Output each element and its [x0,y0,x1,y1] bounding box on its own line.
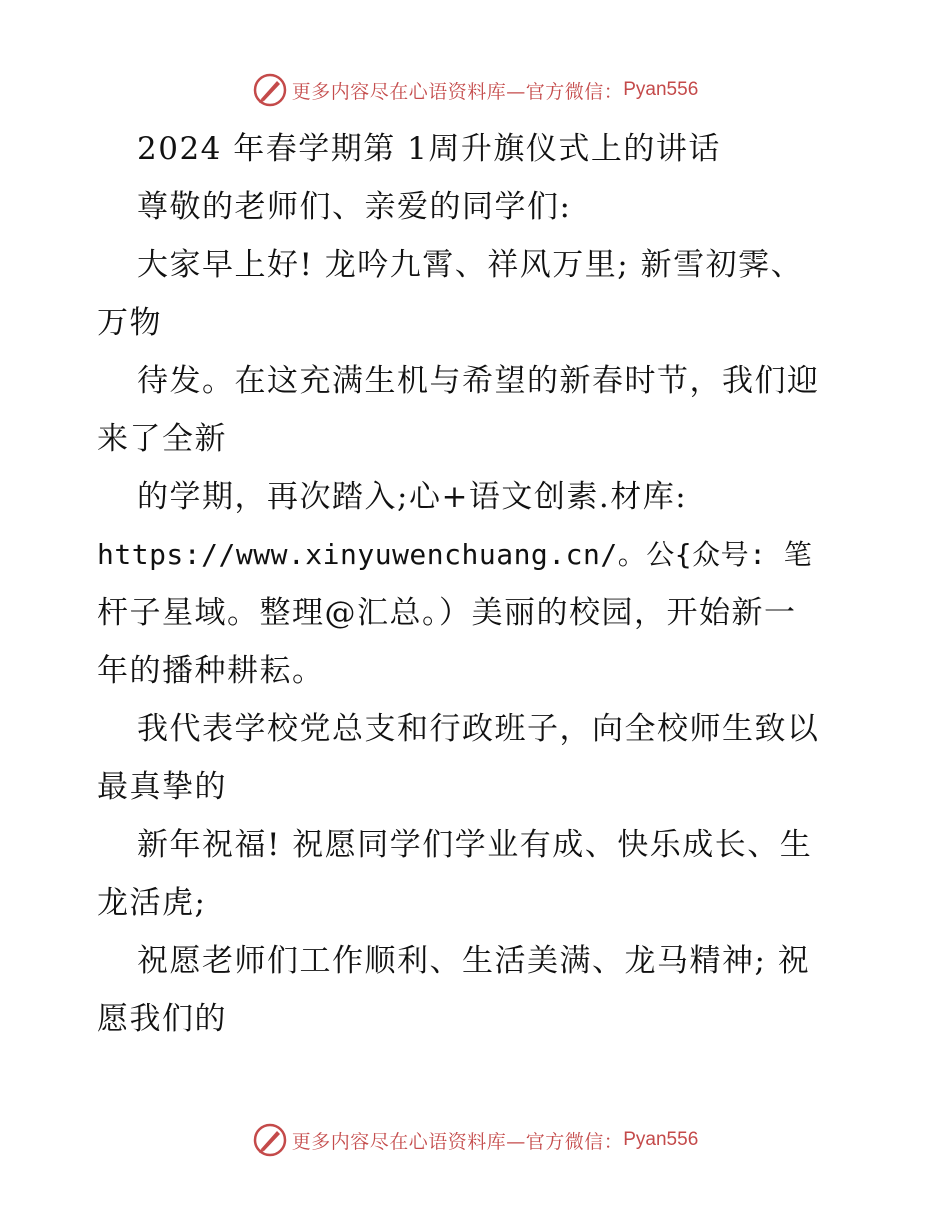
banner-wechat-id: Pyan556 [623,1129,699,1150]
pen-logo-icon [252,72,288,108]
paragraph-line: 年的播种耕耘。 [97,653,325,689]
footer-banner [0,1120,950,1160]
banner-wechat-id: Pyan556 [623,79,699,100]
paragraph-line: 愿我们的 [97,1001,227,1037]
banner-text: 更多内容尽在心语资料库—官方微信： [291,80,624,103]
paragraph-line: 的学期，再次踏入;心+语文创素.材库: [137,479,688,515]
paragraph-line: 最真挚的 [97,769,227,805]
paragraph-line: 杆子星域。整理@汇总。）美丽的校园，开始新一 [97,595,797,631]
paragraph-line: 我代表学校党总支和行政班子，向全校师生致以 [137,711,820,747]
document-body [97,120,857,1048]
header-banner [0,70,950,110]
paragraph-line: 祝愿老师们工作顺利、生活美满、龙马精神; 祝 [137,943,811,979]
paragraph-line: 大家早上好! 龙吟九霄、祥风万里; 新雪初霁、 [137,247,804,283]
pen-logo-icon [252,1122,288,1158]
paragraph-line: 待发。在这充满生机与希望的新春时节，我们迎 [137,363,820,399]
paragraph-line: 万物 [97,305,162,341]
banner-text: 更多内容尽在心语资料库—官方微信： [291,1130,624,1153]
url-line: https://www.xinyuwenchuang.cn/。公{众号: 笔 [97,538,813,571]
paragraph-line: 新年祝福! 祝愿同学们学业有成、快乐成长、生 [137,827,813,863]
paragraph-line: 来了全新 [97,421,227,457]
paragraph-line: 龙活虎; [97,885,207,921]
salutation: 尊敬的老师们、亲爱的同学们: [137,189,572,225]
doc-title: 2024 年春学期第 1周升旗仪式上的讲话 [137,131,721,167]
